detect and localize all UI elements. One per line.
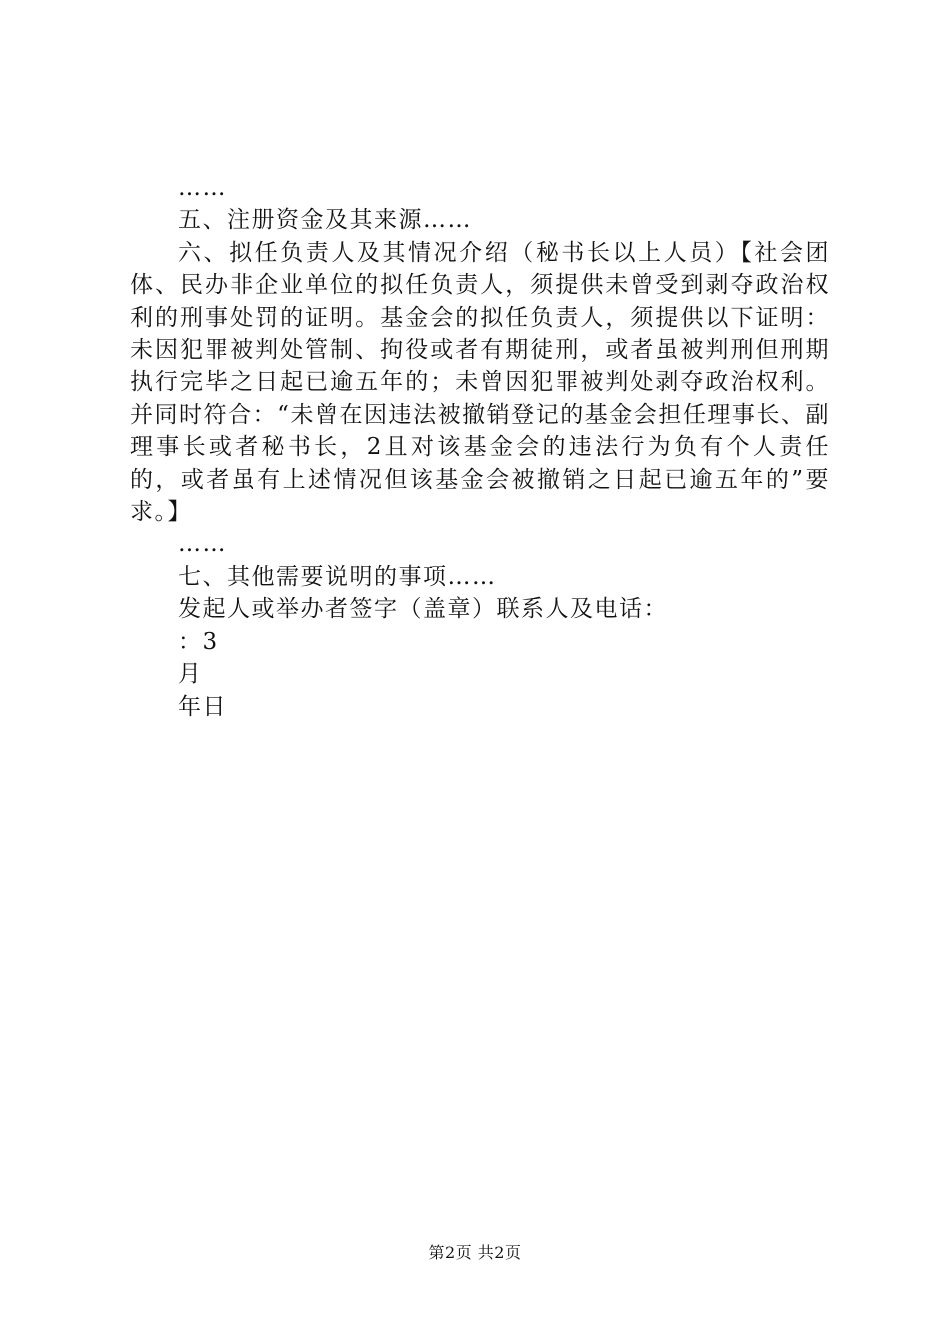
date-fragment-line: ：3	[178, 628, 219, 655]
section-responsible-persons: 六、拟任负责人及其情况介绍（秘书长以上人员）【社会团体、民办非企业单位的拟任负责人，须提供未曾受到剥夺政治权利的刑事处罚的证明。基金会的拟任负责人，须提供以下证明：未因犯罪被判处管制、拘役或者有期徒刑，或者虽被判刑但刑期执行完毕之日起已逾五年的；未曾因犯罪被判处剥夺政治权利。并同时符合：“未曾在因违法被撤销登记的基金会担任理事长、副理事长或者秘书长，2且对该基金会的违法行为负有个人责任的，或者虽有上述情况但该基金会被撤销之日起已逾五年的”要求。】	[130, 239, 830, 526]
date-month-line: 月	[178, 661, 203, 688]
page-number-footer: 第2页 共2页	[428, 1243, 522, 1262]
ellipsis-line: ……	[178, 531, 227, 558]
section-registered-capital: 五、注册资金及其来源……	[178, 207, 472, 234]
ellipsis-line: ……	[178, 175, 227, 201]
section-other-matters: 七、其他需要说明的事项……	[178, 563, 497, 590]
signature-line: 发起人或举办者签字（盖章）联系人及电话：	[178, 596, 668, 623]
document-body	[130, 172, 830, 723]
date-year-day-line: 年日	[178, 693, 227, 720]
